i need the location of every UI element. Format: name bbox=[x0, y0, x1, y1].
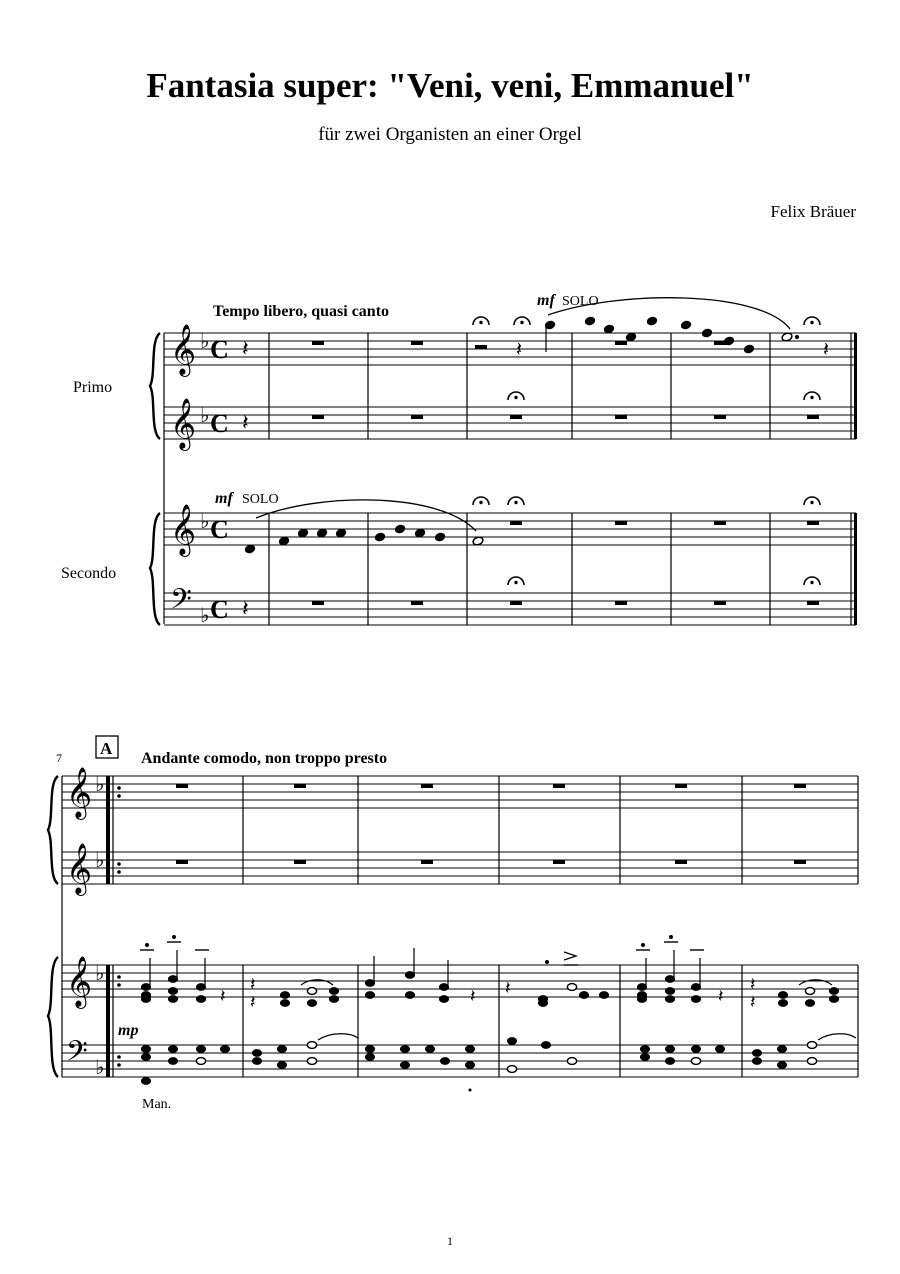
measure-number: 7 bbox=[56, 751, 62, 765]
key-flat: ♭ bbox=[95, 774, 105, 796]
staff-primo-lower bbox=[164, 407, 856, 439]
svg-text:𝄽: 𝄽 bbox=[750, 974, 756, 994]
treble-clef: 𝄞 bbox=[170, 399, 197, 448]
quarter-rests bbox=[242, 336, 249, 621]
treble-clef: 𝄞 bbox=[66, 768, 93, 817]
svg-text:𝄽: 𝄽 bbox=[220, 986, 226, 1006]
dynamic-mf: mf bbox=[537, 292, 555, 309]
time-signature: C bbox=[210, 335, 229, 364]
part-label-secondo: Secondo bbox=[61, 565, 117, 582]
barlines-system-2 bbox=[243, 776, 858, 1077]
key-flat: ♭ bbox=[200, 331, 210, 353]
time-signatures bbox=[210, 335, 229, 624]
solo-label: SOLO bbox=[562, 294, 599, 309]
secondo-chords bbox=[141, 948, 838, 1006]
treble-clef: 𝄞 bbox=[170, 325, 197, 374]
svg-text:𝄽: 𝄽 bbox=[718, 986, 724, 1006]
tempo-marking-2: Andante comodo, non troppo presto bbox=[141, 750, 388, 767]
manual-marking: Man. bbox=[142, 1097, 172, 1112]
time-signature: C bbox=[210, 595, 229, 624]
secondo-solo-notes bbox=[244, 524, 484, 554]
brace-secondo bbox=[48, 957, 58, 1077]
key-flat: ♭ bbox=[95, 963, 105, 985]
time-signature: C bbox=[210, 515, 229, 544]
composer: Felix Bräuer bbox=[770, 202, 856, 221]
barlines-system-1 bbox=[269, 333, 851, 625]
dynamic-mp: mp bbox=[118, 1022, 139, 1039]
key-flat: ♭ bbox=[200, 605, 210, 627]
page-title: Fantasia super: "Veni, veni, Emmanuel" bbox=[146, 66, 754, 105]
quarter-rest: 𝄽 bbox=[823, 339, 830, 361]
bass-clef: 𝄢 bbox=[170, 585, 192, 622]
svg-text:𝄽: 𝄽 bbox=[505, 978, 511, 998]
svg-text:𝄽: 𝄽 bbox=[250, 974, 256, 994]
part-label-primo: Primo bbox=[73, 379, 113, 396]
brace-secondo bbox=[150, 513, 160, 625]
system-1 bbox=[61, 292, 857, 627]
quarter-rest: 𝄽 bbox=[516, 339, 523, 361]
time-signature: C bbox=[210, 409, 229, 438]
svg-text:𝄽: 𝄽 bbox=[250, 992, 256, 1012]
svg-text:𝄽: 𝄽 bbox=[242, 596, 249, 621]
treble-clef: 𝄞 bbox=[66, 957, 93, 1006]
svg-text:𝄽: 𝄽 bbox=[242, 410, 249, 435]
staff-secondo-lower bbox=[164, 593, 856, 625]
key-flat: ♭ bbox=[200, 405, 210, 427]
solo-label: SOLO bbox=[242, 492, 279, 507]
svg-text:𝄽: 𝄽 bbox=[242, 336, 249, 361]
treble-clef: 𝄞 bbox=[170, 505, 197, 554]
articulations bbox=[140, 936, 704, 966]
key-flat: ♭ bbox=[95, 1057, 105, 1079]
subtitle: für zwei Organisten an einer Orgel bbox=[318, 124, 582, 145]
key-flat: ♭ bbox=[95, 850, 105, 872]
brace-primo bbox=[150, 333, 160, 439]
staff-secondo-upper bbox=[164, 513, 856, 545]
whole-rests bbox=[312, 341, 819, 605]
brace-primo bbox=[48, 776, 58, 884]
svg-text:𝄽: 𝄽 bbox=[750, 992, 756, 1012]
dynamic-mf: mf bbox=[215, 490, 233, 507]
staff-secondo-upper bbox=[62, 965, 858, 997]
staff-primo-upper bbox=[62, 776, 858, 808]
bass-clef: 𝄢 bbox=[66, 1037, 88, 1074]
page-number: 1 bbox=[447, 1234, 453, 1248]
treble-clef: 𝄞 bbox=[66, 844, 93, 893]
rehearsal-mark: A bbox=[100, 739, 113, 758]
key-flat: ♭ bbox=[200, 511, 210, 533]
system-2 bbox=[48, 736, 858, 1112]
tempo-marking-1: Tempo libero, quasi canto bbox=[213, 303, 390, 320]
quarter-rests bbox=[220, 974, 756, 1012]
svg-text:𝄽: 𝄽 bbox=[470, 986, 476, 1006]
staff-primo-lower bbox=[62, 852, 858, 884]
staff-secondo-lower bbox=[62, 1045, 858, 1077]
